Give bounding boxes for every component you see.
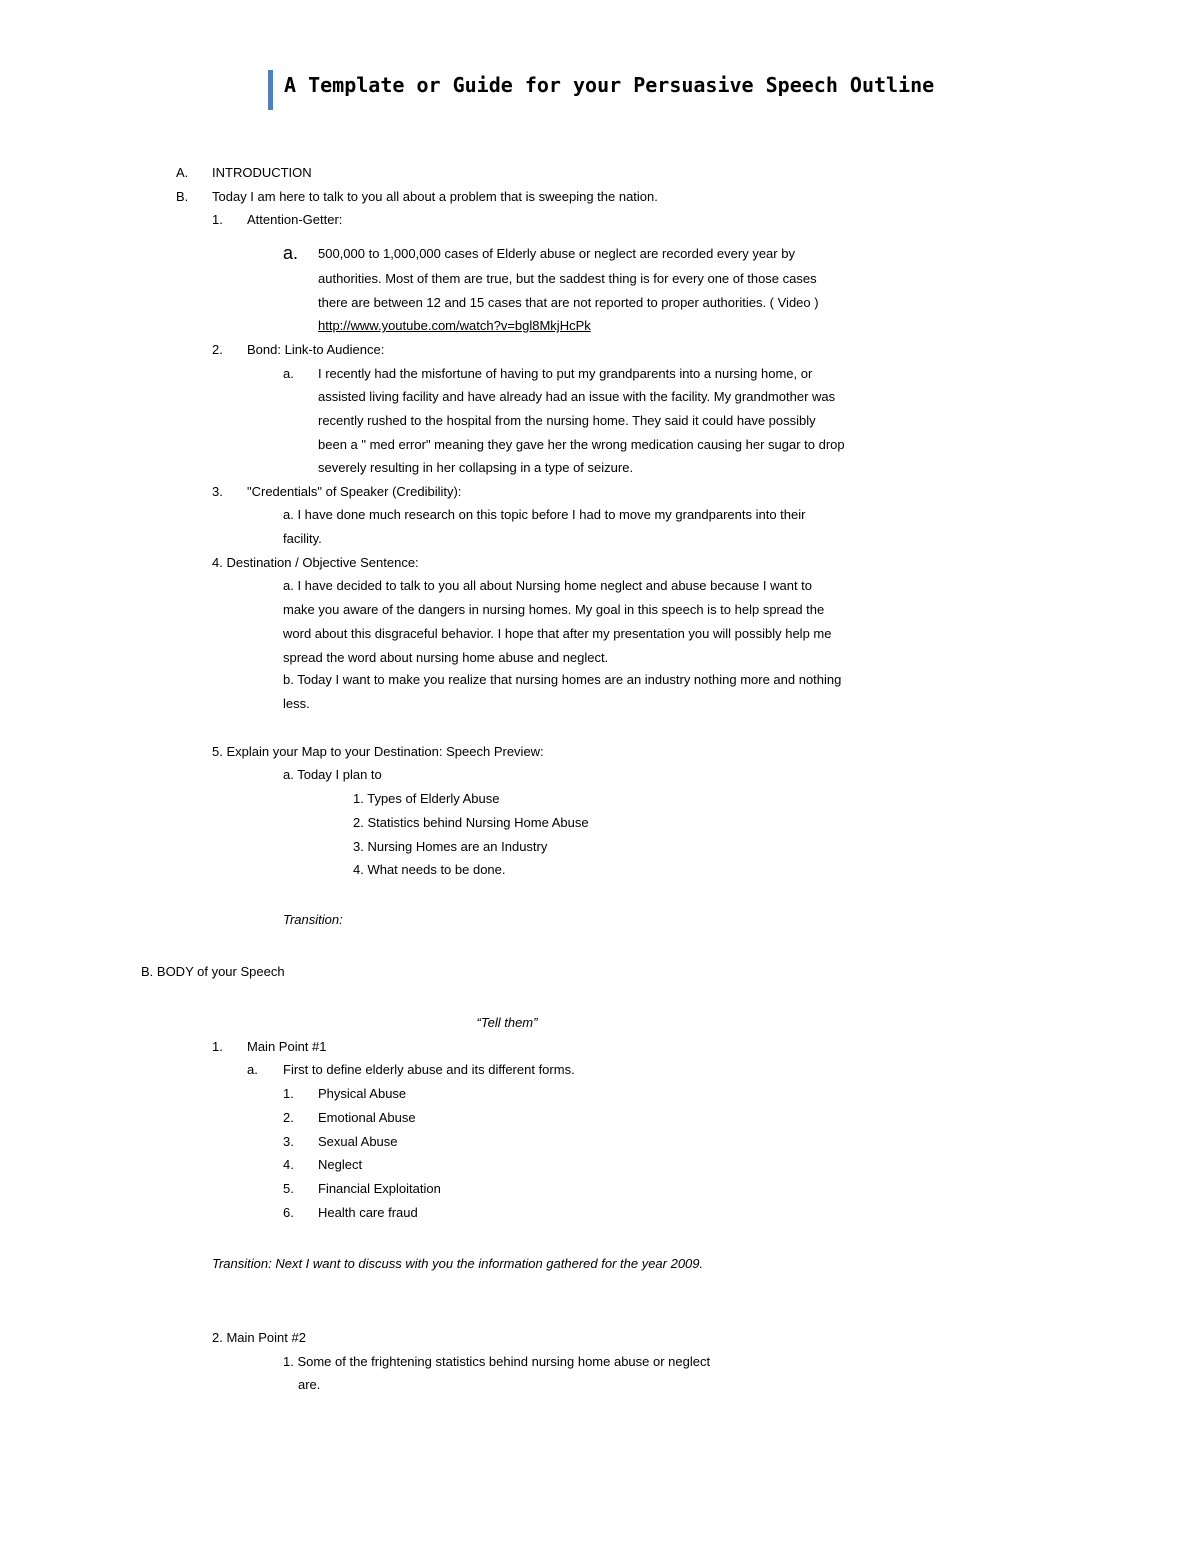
destination-line-2: make you aware of the dangers in nursing homes. My goal in this speech is to help spread the	[283, 602, 825, 617]
attention-line-2: authorities. Most of them are true, but the saddest thing is for every one of those cases	[318, 271, 817, 286]
main2-line-2: are.	[298, 1377, 321, 1392]
form-item-1: Physical Abuse	[318, 1086, 407, 1101]
destination-line-4: spread the word about nursing home abuse and neglect.	[283, 650, 609, 665]
body-transition: Transition: Next I want to discuss with you the information gathered for the year 2009.	[212, 1256, 704, 1271]
video-link[interactable]: http://www.youtube.com/watch?v=bgl8MkjHcPk	[318, 318, 591, 333]
attention-line-3: there are between 12 and 15 cases that are not reported to proper authorities. ( Video )	[318, 295, 819, 310]
preview-item-2: 2. Statistics behind Nursing Home Abuse	[353, 815, 589, 830]
form-item-2: Emotional Abuse	[318, 1110, 416, 1125]
bond-line-4: been a " med error" meaning they gave her the wrong medication causing her sugar to drop	[318, 437, 845, 452]
document-title: A Template or Guide for your Persuasive Speech Outline	[284, 73, 935, 97]
form-item-3: Sexual Abuse	[318, 1134, 398, 1149]
preview-label: 5. Explain your Map to your Destination: Speech Preview:	[212, 744, 544, 759]
main1-marker: 1.	[212, 1039, 223, 1054]
intro-b-text: Today I am here to talk to you all about a problem that is sweeping the nation.	[212, 189, 658, 204]
credentials-line-1: a. I have done much research on this topic before I had to move my grandparents into their	[283, 507, 806, 522]
form-item-6: Health care fraud	[318, 1205, 418, 1220]
form-marker-3: 3.	[283, 1134, 294, 1149]
credentials-marker: 3.	[212, 484, 223, 499]
destination-line-5: b. Today I want to make you realize that nursing homes are an industry nothing more and nothing	[283, 672, 842, 687]
destination-label: 4. Destination / Objective Sentence:	[212, 555, 419, 570]
intro-b-marker: B.	[176, 189, 189, 204]
preview-item-4: 4. What needs to be done.	[353, 862, 506, 877]
main2-label: 2. Main Point #2	[212, 1330, 306, 1345]
attention-label: Attention-Getter:	[247, 212, 343, 227]
main1-a-text: First to define elderly abuse and its different forms.	[283, 1062, 575, 1077]
attention-a-marker: a.	[283, 243, 299, 263]
form-marker-1: 1.	[283, 1086, 294, 1101]
form-marker-5: 5.	[283, 1181, 294, 1196]
bond-marker: 2.	[212, 342, 223, 357]
form-marker-4: 4.	[283, 1157, 294, 1172]
destination-line-1: a. I have decided to talk to you all about Nursing home neglect and abuse because I want to	[283, 578, 813, 593]
preview-a-line: a. Today I plan to	[283, 767, 382, 782]
main1-a-marker: a.	[247, 1062, 258, 1077]
preview-item-1: 1. Types of Elderly Abuse	[353, 791, 500, 806]
bond-a-marker: a.	[283, 366, 294, 381]
intro-heading: INTRODUCTION	[212, 165, 312, 180]
credentials-line-2: facility.	[283, 531, 322, 546]
destination-line-3: word about this disgraceful behavior. I hope that after my presentation you will possibly help me	[283, 626, 832, 641]
bond-label: Bond: Link-to Audience:	[247, 342, 385, 357]
attention-marker: 1.	[212, 212, 223, 227]
form-marker-6: 6.	[283, 1205, 294, 1220]
form-item-5: Financial Exploitation	[318, 1181, 441, 1196]
form-item-4: Neglect	[318, 1157, 363, 1172]
title-accent-bar	[268, 70, 273, 110]
body-heading: B. BODY of your Speech	[141, 964, 285, 979]
credentials-label: "Credentials" of Speaker (Credibility):	[247, 484, 462, 499]
bond-line-2: assisted living facility and have already had an issue with the facility. My grandmother was	[318, 389, 836, 404]
bond-line-1: I recently had the misfortune of having to put my grandparents into a nursing home, or	[318, 366, 813, 381]
destination-line-6: less.	[283, 696, 310, 711]
main1-label: Main Point #1	[247, 1039, 327, 1054]
preview-item-3: 3. Nursing Homes are an Industry	[353, 839, 548, 854]
bond-line-3: recently rushed to the hospital from the nursing home. They said it could have possibly	[318, 413, 816, 428]
intro-transition: Transition:	[283, 912, 343, 927]
tell-them: “Tell them”	[476, 1015, 538, 1030]
attention-line-1: 500,000 to 1,000,000 cases of Elderly abuse or neglect are recorded every year by	[318, 246, 795, 261]
main2-line-1: 1. Some of the frightening statistics behind nursing home abuse or neglect	[283, 1354, 711, 1369]
intro-marker: A.	[176, 165, 189, 180]
form-marker-2: 2.	[283, 1110, 294, 1125]
bond-line-5: severely resulting in her collapsing in a type of seizure.	[318, 460, 634, 475]
